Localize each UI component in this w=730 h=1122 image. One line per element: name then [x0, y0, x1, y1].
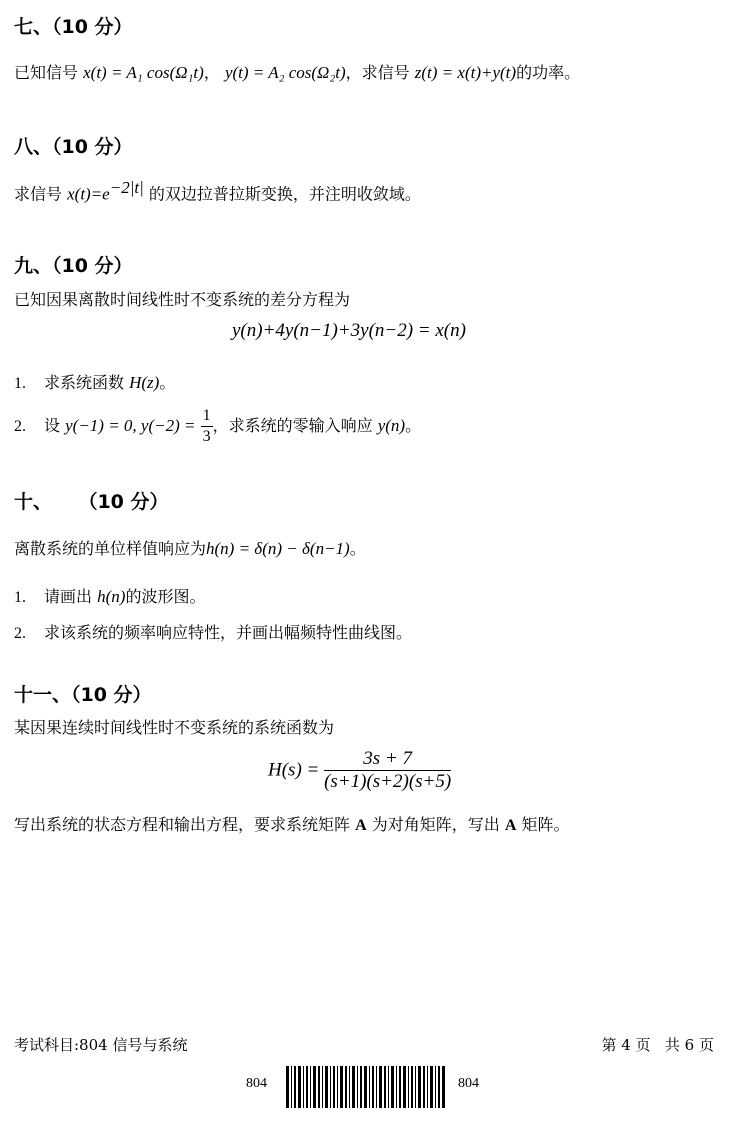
q11-intro: 某因果连续时间线性时不变系统的系统函数为	[14, 718, 335, 737]
barcode	[286, 1066, 446, 1108]
q11-heading: 十一、（10 分）	[14, 684, 152, 706]
q7-expr-x: x(t) = A₁ cos(Ω₁t)	[83, 63, 204, 82]
q8-expr: x(t)=e	[67, 184, 110, 204]
exam-subject: 考试科目:804 信号与系统	[14, 1036, 188, 1054]
q9-intro: 已知因果离散时间线性时不变系统的差分方程为	[14, 290, 351, 309]
q10-heading: 十、 （10 分）	[14, 491, 169, 513]
page-indicator: 第 4 页 共 6 页	[601, 1036, 714, 1054]
q7-heading: 七、（10 分）	[14, 16, 133, 38]
q8-heading: 八、（10 分）	[14, 136, 133, 158]
q9-fraction: $\frac{1}{3}$	[202, 407, 211, 445]
q10-item-2: 2. 求该系统的频率响应特性，并画出幅频特性曲线图。	[14, 623, 413, 642]
q10-item-1: 1. 请画出 h(n)的波形图。	[14, 587, 206, 606]
q11-equation: H(s) = $\frac{3s + 7}{(s+1)(s+2)(s+5)}$	[268, 748, 452, 792]
q10-expr: h(n) = δ(n) − δ(n−1)	[206, 539, 350, 558]
q9-item-1: 1. 求系统函数 H(z)。	[14, 373, 176, 392]
barcode-code-right: 804	[458, 1076, 479, 1091]
q11-fraction: $\frac{3s + 7}{(s+1)(s+2)(s+5)}$	[324, 748, 452, 792]
q10-text: 离散系统的单位样值响应为h(n) = δ(n) − δ(n−1)。	[14, 539, 366, 558]
q9-item-2: 2. 设 y(−1) = 0, y(−2) = $\frac{1}{3}$ ，求系统的零输入响应 y(n)。	[14, 407, 422, 445]
q7-expr-y: y(t) = A₂ cos(Ω₂t)	[224, 63, 346, 82]
q8-text: 求信号 $x(t)=e^{-2|t|}$ 的双边拉普拉斯变换，并注明收敛域。	[14, 178, 421, 204]
barcode-code-left: 804	[246, 1076, 267, 1091]
q8-exponent: −2|t|	[109, 178, 144, 197]
q11-text: 写出系统的状态方程和输出方程，要求系统矩阵 A 为对角矩阵，写出 A 矩阵。	[14, 815, 570, 834]
q9-equation: y(n)+4y(n−1)+3y(n−2) = x(n)	[232, 320, 466, 341]
q7-text: 已知信号 x(t) = A₁ cos(Ω₁t)， y(t) = A₂ cos(Ω₂t)，求信号 z(t) = x(t)+y(t)的功率。	[14, 63, 581, 82]
q9-heading: 九、（10 分）	[14, 255, 133, 277]
q7-expr-z: z(t) = x(t)+y(t)	[414, 63, 517, 82]
